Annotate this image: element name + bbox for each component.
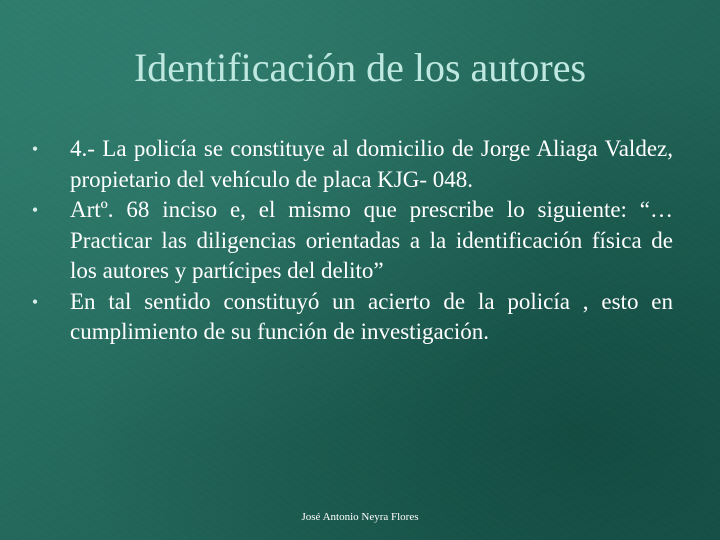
bullet-text: 4.- La policía se constituye al domicilio de Jorge Aliaga Valdez, propietario del vehículo de placa KJG- 048. [70,136,673,192]
bullet-text: En tal sentido constituyó un acierto de la policía , esto en cumplimiento de su función de investigación. [70,288,673,344]
bullet-icon: • [31,200,39,220]
slide-title: Identificación de los autores [133,45,587,90]
bullet-list [28,134,673,348]
bullet-item [28,134,673,195]
bullet-item [28,195,673,287]
bullet-item [28,287,673,348]
footer-author: José Antonio Neyra Flores [301,511,419,523]
bullet-text: Artº. 68 inciso e, el mismo que prescribe lo siguiente: “…Practicar las diligencias orientadas a la identificación física de los autores y partícipes del delito” [70,197,673,283]
bullet-icon: • [31,139,39,159]
bullet-icon: • [31,291,39,312]
